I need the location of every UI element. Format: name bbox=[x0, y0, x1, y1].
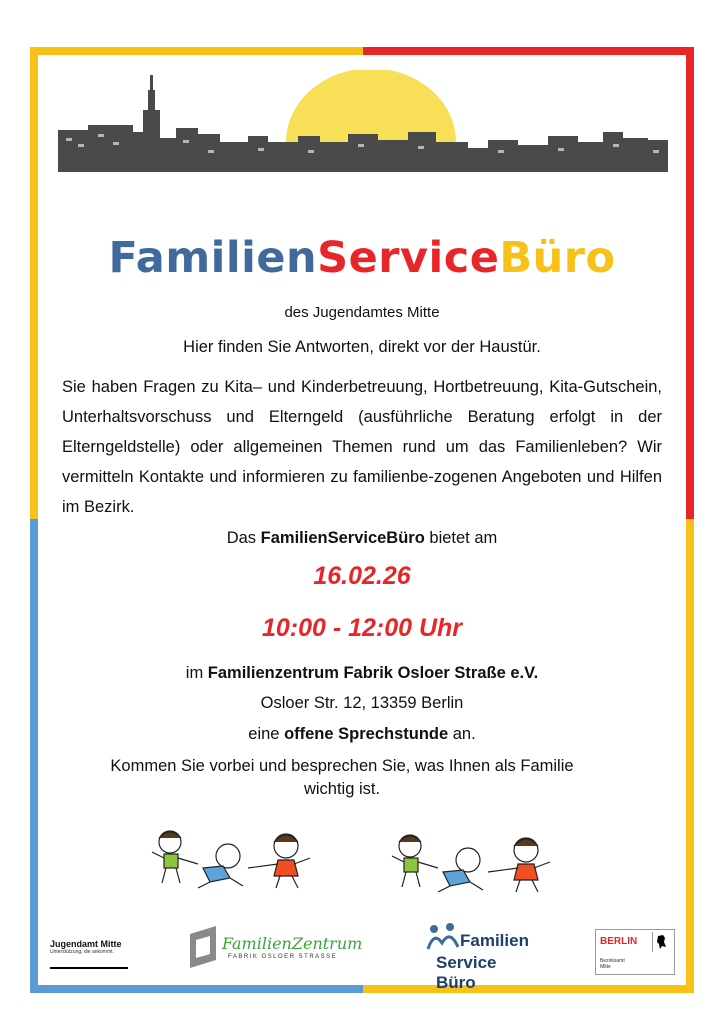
jugendamt-sub: Unterstützung, die ankommt. bbox=[50, 949, 114, 955]
title-part-familien: Familien bbox=[108, 233, 318, 283]
fsb-line1: Familien bbox=[460, 931, 529, 950]
familienzentrum-name: FamilienZentrum bbox=[222, 934, 363, 953]
event-time: 10:00 - 12:00 Uhr bbox=[261, 614, 463, 642]
closing-line-2: wichtig ist. bbox=[303, 780, 381, 798]
consult-bold: offene Sprechstunde bbox=[284, 725, 449, 743]
frame-top-yellow bbox=[30, 47, 363, 55]
title-part-buero: Büro bbox=[499, 233, 616, 283]
offer-prefix: Das bbox=[226, 529, 261, 547]
jugendamt-mitte-logo bbox=[50, 939, 128, 969]
offer-suffix: bietet am bbox=[424, 529, 498, 547]
page-title bbox=[0, 233, 724, 283]
venue-prefix: im bbox=[185, 664, 208, 682]
event-date: 16.02.26 bbox=[313, 562, 411, 590]
frame-right-red bbox=[686, 47, 694, 519]
closing-line-1: Kommen Sie vorbei und besprechen Sie, was Ihnen als Familie bbox=[110, 757, 574, 775]
children-illustration-left bbox=[148, 828, 318, 890]
venue-line bbox=[0, 664, 724, 683]
offer-line bbox=[0, 529, 724, 548]
berlin-sub2: Mitte bbox=[600, 964, 611, 970]
venue-bold: Familienzentrum Fabrik Osloer Straße e.V. bbox=[207, 664, 539, 682]
berlin-label: BERLIN bbox=[600, 936, 638, 947]
familienzentrum-sub: FABRIK OSLOER STRASSE bbox=[228, 954, 338, 960]
offer-bold: FamilienServiceBüro bbox=[260, 529, 425, 547]
family-figures-icon bbox=[426, 923, 460, 951]
frame-bottom-blue bbox=[30, 985, 363, 993]
city-skyline-image bbox=[58, 70, 668, 172]
familienzentrum-logo bbox=[182, 920, 363, 972]
berlin-sub1: Bezirksamt bbox=[600, 958, 625, 964]
consult-prefix: eine bbox=[248, 725, 285, 743]
consult-line bbox=[0, 725, 724, 744]
address-line: Osloer Str. 12, 13359 Berlin bbox=[260, 694, 464, 712]
berlin-logo bbox=[595, 929, 675, 975]
frame-left-yellow bbox=[30, 47, 38, 519]
subtitle: des Jugendamtes Mitte bbox=[284, 304, 440, 321]
children-illustration-right bbox=[388, 832, 558, 894]
familienservicebuero-logo bbox=[426, 921, 538, 992]
info-paragraph: Sie haben Fragen zu Kita– und Kinderbetreuung, Hortbetreuung, Kita-Gutschein, Unterhaltsvorschuss und Elterngeld (ausführliche Beratung erfolgt in der Elterngeldstelle) oder allgemeinen Themen rund um das Familienleben? Wir vermitteln Kontakte und informieren zu familienbe-zogenen Angeboten und Hilfen im Bezirk. bbox=[62, 378, 662, 516]
jugendamt-title: Jugendamt Mitte bbox=[50, 939, 122, 949]
consult-suffix: an. bbox=[448, 725, 476, 743]
berlin-bear-icon bbox=[652, 932, 671, 952]
tagline: Hier finden Sie Antworten, direkt vor der Haustür. bbox=[183, 338, 541, 356]
familienzentrum-emblem-icon bbox=[182, 924, 224, 970]
title-part-service: Service bbox=[317, 233, 500, 283]
fsb-line2: Service Büro bbox=[436, 953, 497, 992]
frame-top-red bbox=[363, 47, 694, 55]
